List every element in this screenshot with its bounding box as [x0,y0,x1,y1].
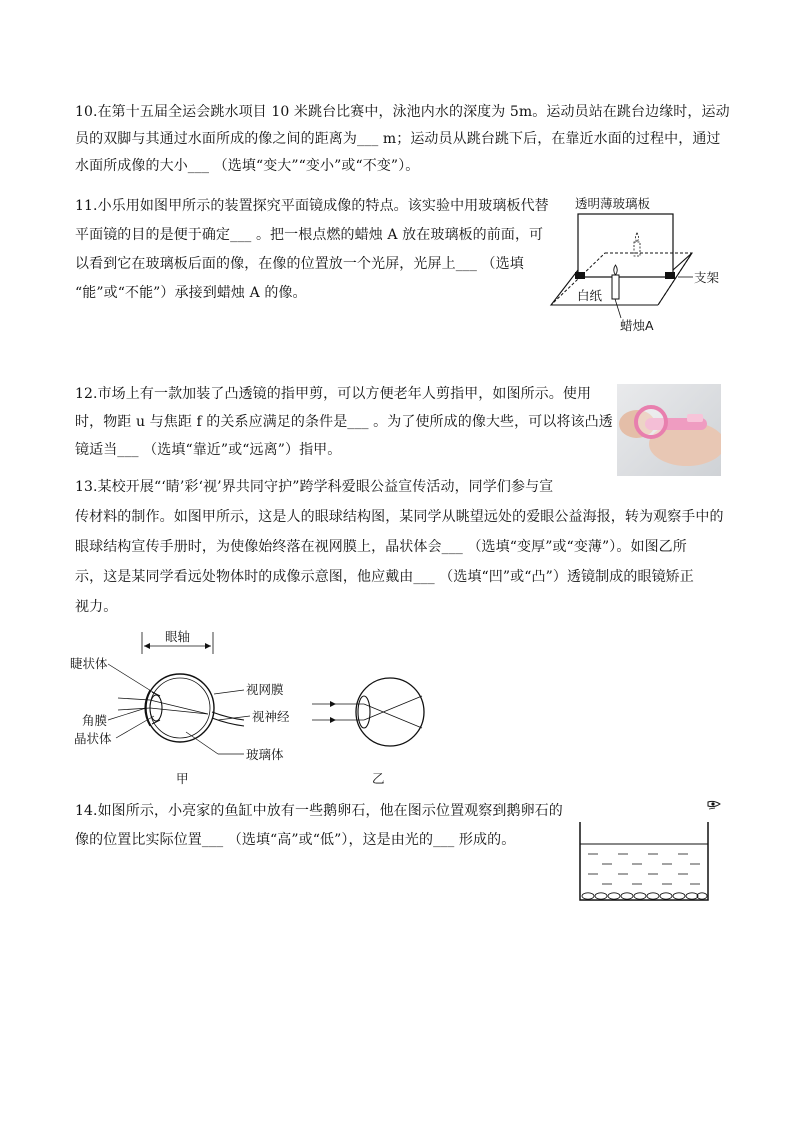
eye-b-arrow-1 [330,701,336,707]
eye-b-outline [356,678,424,746]
nail-clipper-illustration [617,384,721,476]
clipper-lever [687,414,703,422]
plane-mirror-apparatus-figure [545,190,725,340]
question-10-line-3: 水面所成像的大小___ （选填“变大”“变小”或“不变”）。 [75,158,420,174]
caption-b: 乙 [372,771,385,786]
paper-left-edge [551,270,578,305]
question-11-line-4: “能”或“不能”）承接到蜡烛 A 的像。 [75,285,307,301]
question-11 [75,192,549,308]
candle-image-flame [636,233,639,242]
vitreous-label: 玻璃体 [246,747,284,762]
question-11-line-3: 以看到它在玻璃板后面的像，在像的位置放一个光屏，光屏上___ （选填 [75,256,524,272]
glass-plate [578,214,673,277]
optic-nerve-label: 视神经 [252,709,290,724]
ciliary-leader [108,664,156,694]
question-11-line-2: 平面镜的目的是便于确定___ 。把一根点燃的蜡烛 A 放在玻璃板的前面，可 [75,227,544,243]
eyeball-outer [146,674,214,742]
axis-arrow-left [144,643,150,649]
question-12-line-2: 时，物距 u 与焦距 f 的关系应满足的条件是___ 。为了使所成的像大些，可以将该凸透 [75,414,613,430]
retina-leader [214,690,244,694]
candle-label: 蜡烛A [620,318,654,333]
pebbles [582,893,707,899]
candle-a [612,275,619,299]
question-12-line-3: 镜适当___ （选填“靠近”或“远离”）指甲。 [75,442,342,458]
paper-label: 白纸 [577,288,603,303]
candle-leader-line [615,299,621,318]
retina-label: 视网膜 [246,682,284,697]
question-13 [75,472,724,622]
question-14-line-1: 14.如图所示，小亮家的鱼缸中放有一些鹅卵石，他在图示位置观察到鹅卵石的 [75,803,563,819]
question-13-line-3: 眼球结构宣传手册时，为使像始终落在视网膜上，晶状体会___ （选填“变厚”或“变薄”）。如图乙所 [75,539,687,555]
eye-b-lens [358,696,370,728]
question-13-line-2: 传材料的制作。如图甲所示，这是人的眼球结构图，某同学从眺望远处的爱眼公益海报，转为观察手中的 [75,509,724,525]
question-14 [75,797,563,855]
axis-label: 眼轴 [165,629,191,644]
stand-label: 支架 [694,270,720,285]
vitreous-leader [186,732,218,754]
nerve-leader [218,716,250,720]
question-10-line-2: 员的双脚与其通过水面所成的像之间的距离为___ m；运动员从跳台跳下后，在靠近水面的过程中，通过 [75,131,721,147]
cornea-label: 角膜 [82,713,108,728]
eye-structure-figure [68,628,448,788]
stand-right [665,272,675,279]
stand-left [575,272,585,279]
crystalline-lens-label: 晶状体 [74,731,112,746]
question-10-line-1: 10.在第十五届全运会跳水项目 10 米跳台比赛中，泳池内水的深度为 5m。运动员站在跳台边缘时，运动 [75,104,730,120]
magnifier-lens [636,407,666,437]
question-12-line-1: 12.市场上有一款加装了凸透镜的指甲剪，可以方便老年人剪指甲，如图所示。使用 [75,386,592,402]
tank-outline [580,822,708,900]
question-13-line-4: 示，这是某同学看远处物体时的成像示意图，他应戴由___ （选填“凹”或“凸”）透镜制成的眼镜矫正 [75,569,694,585]
water-dashes [588,854,700,884]
candle-a-flame [614,265,618,275]
ray-1-inside [150,700,208,714]
candle-image [634,242,640,256]
axis-arrow-right [205,643,211,649]
ray-1 [118,698,150,700]
question-10 [75,99,730,180]
observer-eye-icon [708,801,720,809]
caption-a: 甲 [176,771,189,786]
lens-leader [116,716,154,738]
glass-plate-label: 透明薄玻璃板 [575,196,651,211]
question-11-line-1: 11.小乐用如图甲所示的装置探究平面镜成像的特点。该实验中用玻璃板代替 [75,198,549,214]
ray-2-inside [150,708,208,714]
question-13-line-1: 13.某校开展“‘睛’彩‘视’界共同守护”跨学科爱眼公益宣传活动，同学们参与宣 [75,479,554,495]
ciliary-label: 睫状体 [70,656,108,671]
question-14-line-2: 像的位置比实际位置___ （选填“高”或“低”），这是由光的___ 形成的。 [75,832,516,848]
question-12 [75,380,613,464]
fish-tank-figure [574,798,724,904]
question-13-line-5: 视力。 [75,599,118,615]
nail-clipper-photo [617,384,721,476]
eye-b-arrow-2 [330,717,336,723]
eyeball-inner [150,678,210,738]
